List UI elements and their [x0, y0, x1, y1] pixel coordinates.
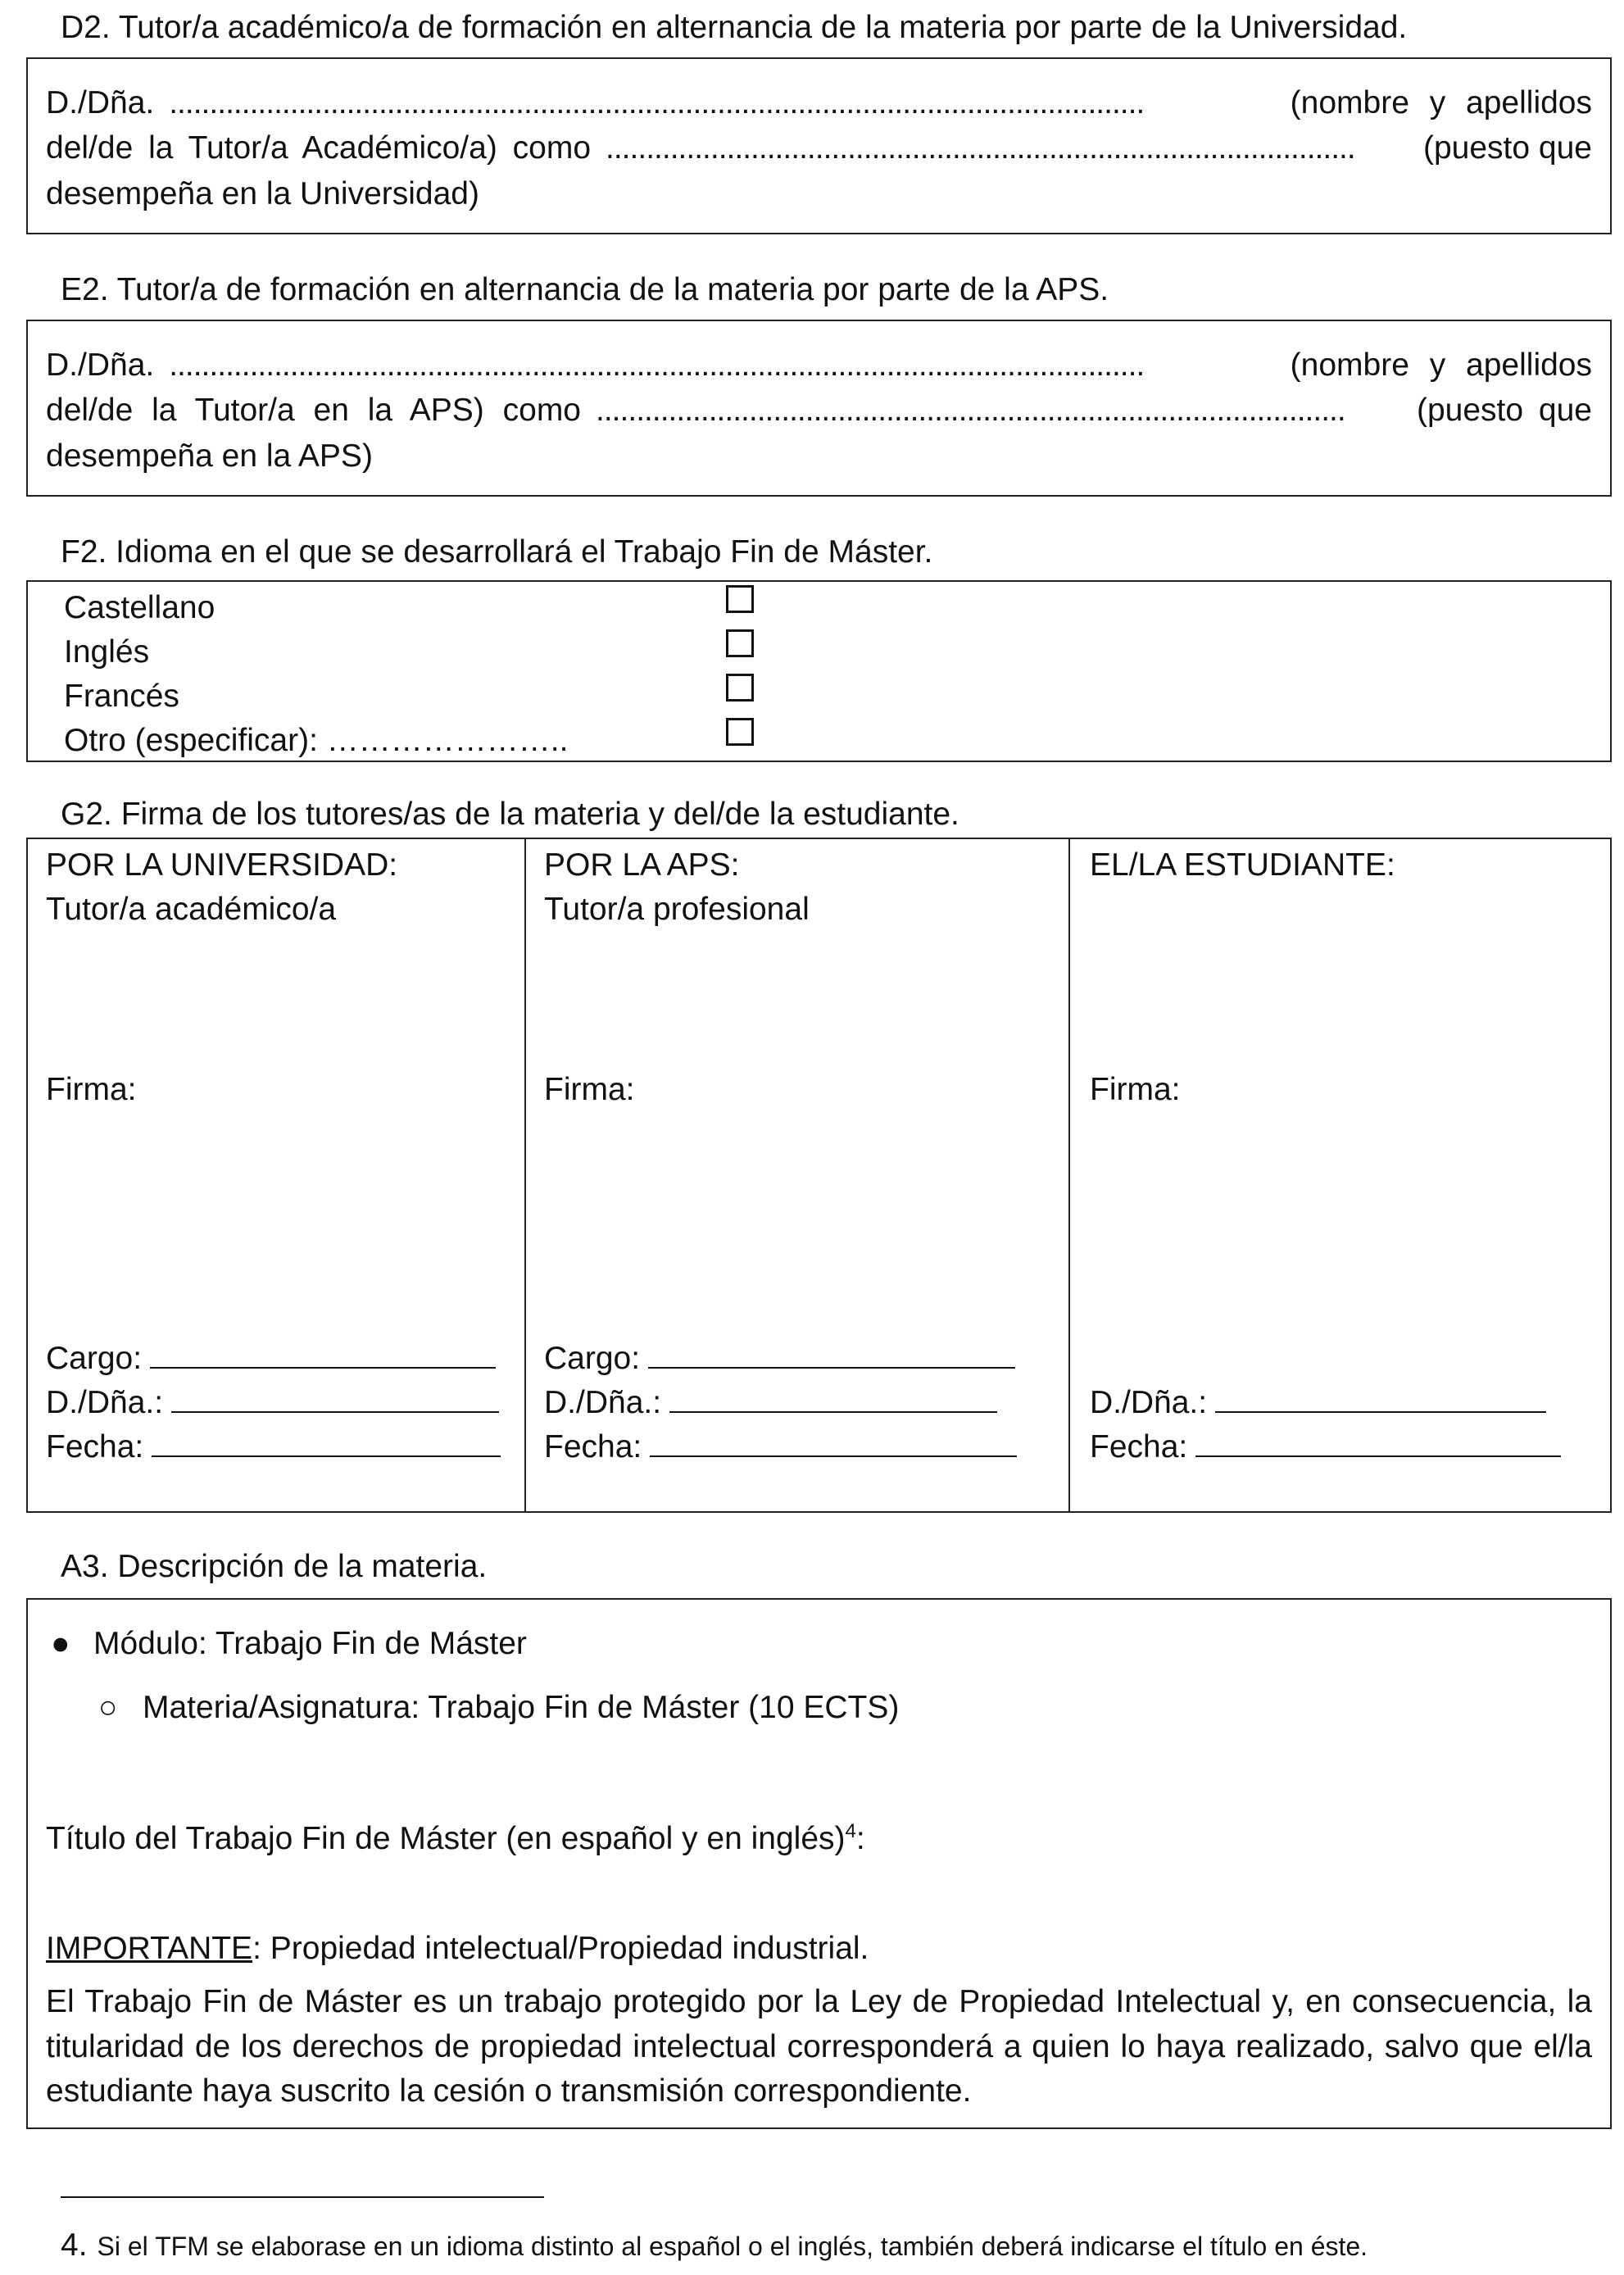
- footnote-text: Si el TFM se elaborase en un idioma distinto al español o el inglés, también deberá indicarse el título en éste.: [97, 2232, 1368, 2261]
- circle-bullet-icon: ○: [98, 1690, 118, 1725]
- section-a3-box: [26, 1598, 1612, 2129]
- student-fecha-field[interactable]: [1195, 1428, 1561, 1457]
- d2-line-2: [46, 125, 1592, 170]
- section-d2-box: [26, 57, 1612, 234]
- aps-fecha-label: Fecha:: [544, 1429, 642, 1464]
- d2-paragraph: [46, 80, 1592, 216]
- aps-dona-label: D./Dña.:: [544, 1385, 662, 1420]
- student-dona: [1090, 1380, 1546, 1425]
- bullet-icon: ●: [51, 1626, 70, 1661]
- university-dona-label: D./Dña.:: [46, 1385, 164, 1420]
- university-subtitle: Tutor/a académico/a: [46, 892, 337, 927]
- student-fecha: [1090, 1424, 1561, 1469]
- section-e2-heading: E2. Tutor/a de formación en alternancia de la materia por parte de la APS.: [61, 272, 1109, 307]
- e2-line2-left: del/de la Tutor/a en la APS) como: [46, 393, 582, 429]
- checkbox-frances[interactable]: [726, 674, 754, 702]
- e2-line-3: desempeña en la APS): [46, 438, 373, 474]
- student-firma-label: Firma:: [1090, 1072, 1181, 1107]
- footnote: [61, 2223, 1368, 2268]
- titulo-colon: :: [855, 1821, 865, 1856]
- footnote-ref[interactable]: 4: [845, 1820, 856, 1842]
- d2-line1-right: (nombre y apellidos: [1290, 85, 1592, 120]
- section-a3-heading: A3. Descripción de la materia.: [61, 1549, 488, 1584]
- checkbox-otro[interactable]: [726, 718, 754, 746]
- section-g2-heading: G2. Firma de los tutores/as de la materia y del/de la estudiante.: [61, 797, 959, 832]
- student-dona-label: D./Dña.:: [1090, 1385, 1208, 1420]
- importante-text: : Propiedad intelectual/Propiedad industrial.: [252, 1931, 869, 1966]
- university-firma-label: Firma:: [46, 1072, 137, 1107]
- aps-dona-field[interactable]: [669, 1383, 997, 1413]
- aps-title: POR LA APS:: [544, 847, 740, 883]
- titulo-line: [46, 1816, 865, 1861]
- e2-line1-right: (nombre y apellidos: [1290, 347, 1592, 383]
- d2-line-1: [46, 80, 1592, 125]
- e2-line2-right: (puesto que: [1417, 393, 1592, 429]
- materia-text: Materia/Asignatura: Trabajo Fin de Máster (10 ECTS): [143, 1690, 900, 1725]
- materia-item: [98, 1685, 899, 1730]
- e2-line-1: [46, 343, 1592, 388]
- e2-line1-left: D./Dña.: [46, 347, 155, 383]
- d2-line2-right: (puesto que: [1423, 130, 1592, 166]
- university-title: POR LA UNIVERSIDAD:: [46, 847, 398, 883]
- importante-line: [46, 1926, 869, 1971]
- e2-paragraph: [46, 343, 1592, 479]
- modulo-item: [51, 1621, 527, 1666]
- d2-name-blank[interactable]: .........................................................................................................................: [169, 85, 1145, 120]
- checkbox-castellano[interactable]: [726, 585, 754, 613]
- language-frances: Francés: [64, 679, 179, 714]
- section-f2-box: [26, 580, 1612, 762]
- student-fecha-label: Fecha:: [1090, 1429, 1188, 1464]
- d2-line2-left: del/de la Tutor/a Académico/a) como: [46, 130, 592, 166]
- university-fecha-label: Fecha:: [46, 1429, 144, 1464]
- section-e2-box: [26, 320, 1612, 497]
- footnote-separator: [61, 2196, 544, 2198]
- footnote-number: 4.: [61, 2227, 88, 2263]
- checkbox-ingles[interactable]: [726, 629, 754, 657]
- section-f2-heading: F2. Idioma en el que se desarrollará el Trabajo Fin de Máster.: [61, 534, 933, 570]
- d2-line1-left: D./Dña.: [46, 85, 155, 120]
- university-fecha: [46, 1424, 501, 1469]
- signature-column-divider: [524, 839, 526, 1511]
- university-fecha-field[interactable]: [152, 1428, 501, 1457]
- aps-dona: [544, 1380, 997, 1425]
- aps-firma-label: Firma:: [544, 1072, 635, 1107]
- university-cargo: [46, 1336, 496, 1381]
- university-cargo-field[interactable]: [150, 1339, 496, 1369]
- importante-label: IMPORTANTE: [46, 1931, 253, 1966]
- aps-fecha: [544, 1424, 1017, 1469]
- importante-body: El Trabajo Fin de Máster es un trabajo protegido por la Ley de Propiedad Intelectual y, en consecuencia, la titularidad de los derechos de propiedad intelectual corresponderá a quien lo haya realizado, salvo que el/la estudiante haya suscrito la cesión o transmisión correspondiente.: [46, 1984, 1592, 2109]
- university-dona: [46, 1380, 499, 1425]
- language-otro: Otro (especificar): …………………..: [64, 723, 569, 758]
- section-d2-heading: D2. Tutor/a académico/a de formación en alternancia de la materia por parte de la Universidad.: [61, 10, 1408, 45]
- e2-name-blank[interactable]: .........................................................................................................................: [169, 347, 1145, 383]
- aps-cargo-field[interactable]: [648, 1339, 1015, 1369]
- signature-table: [26, 838, 1612, 1513]
- university-cargo-label: Cargo:: [46, 1341, 143, 1376]
- modulo-text: Módulo: Trabajo Fin de Máster: [93, 1626, 527, 1661]
- aps-cargo-label: Cargo:: [544, 1341, 641, 1376]
- d2-position-blank[interactable]: .............................................................................................: [606, 130, 1355, 166]
- signature-column-divider: [1068, 839, 1070, 1511]
- student-dona-field[interactable]: [1215, 1383, 1546, 1413]
- student-title: EL/LA ESTUDIANTE:: [1090, 847, 1395, 883]
- e2-line-2: [46, 388, 1592, 433]
- e2-position-blank[interactable]: .............................................................................................: [596, 393, 1345, 429]
- language-castellano: Castellano: [64, 590, 215, 625]
- aps-cargo: [544, 1336, 1015, 1381]
- titulo-label: Título del Trabajo Fin de Máster (en español y en inglés): [46, 1821, 846, 1856]
- d2-line-3: desempeña en la Universidad): [46, 175, 479, 211]
- aps-subtitle: Tutor/a profesional: [544, 892, 810, 927]
- language-ingles: Inglés: [64, 634, 150, 670]
- university-dona-field[interactable]: [171, 1383, 499, 1413]
- aps-fecha-field[interactable]: [650, 1428, 1017, 1457]
